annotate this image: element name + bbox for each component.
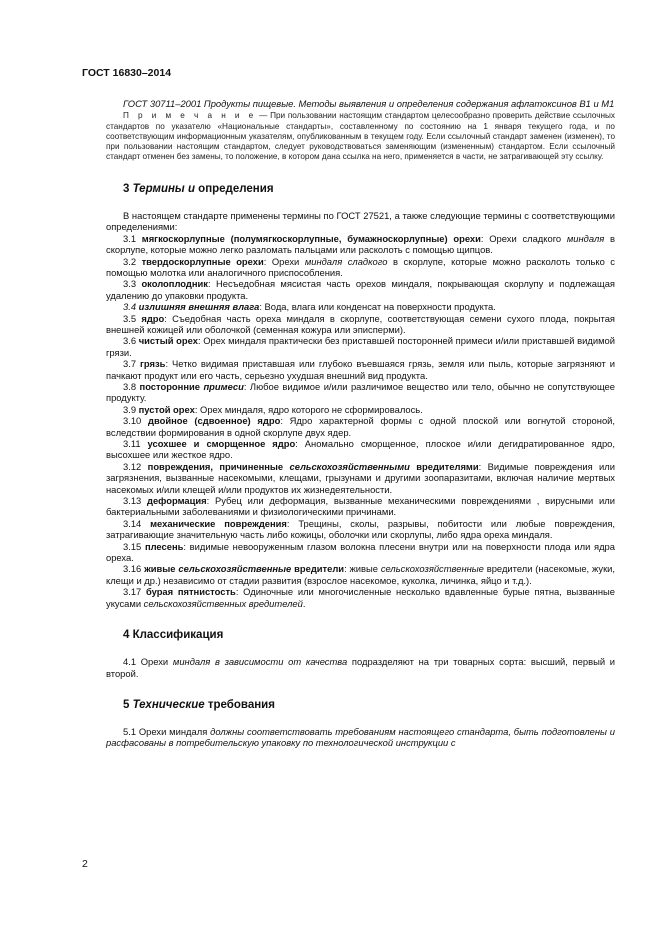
term-3-6: 3.6 чистый орех: Орех миндаля практически без приставшей посторонней примеси и/или приставшей видимой грязи. xyxy=(106,335,615,358)
section-3-intro: В настоящем стандарте применены термины по ГОСТ 27521, а также следующие термины с соответствующими определениями: xyxy=(106,209,615,233)
term-3-16: 3.16 живые сельскохозяйственные вредители: живые сельскохозяйственные вредители (насекомые, жуки, клещи и др.) независимо от стадии развития (взрослое насекомое, куколка, личинка, яйцо и т.д.). xyxy=(106,563,616,586)
page-number: 2 xyxy=(82,858,88,870)
term-3-14: 3.14 механические повреждения: Трещины, сколы, разрывы, побитости или любые повреждения, затрагивающие значительную часть либо кожицы, оболочки или скорлупы, либо ядра ореха миндаля. xyxy=(106,517,615,541)
term-3-15: 3.15 плесень: видимые невооруженным глазом волокна плесени внутри или на поверхности плода или ядра ореха. xyxy=(106,540,615,564)
reference-text: ГОСТ 30711–2001 Продукты пищевые. Методы выявления и определения содержания афлатоксинов В1 и М1 xyxy=(123,98,615,109)
term-3-3: 3.3 околоплодник: Несъедобная мясистая часть орехов миндаля, покрывающая скорлупу и подлежащая удалению до упаковки продукта. xyxy=(106,278,615,301)
term-3-9: 3.9 пустой орех: Орех миндаля, ядро которого не сформировалось. xyxy=(123,403,423,415)
section-4-paragraph: 4.1 Орехи миндаля в зависимости от качества подразделяют на три товарных сорта: высший, первый и второй. xyxy=(106,656,616,679)
term-3-17: 3.17 бурая пятнистость: Одиночные или многочисленные несколько вдавленные бурые пятна, вызванные укусами сельскохозяйственных вредителей. xyxy=(106,586,615,609)
section-3-heading: 3 Термины и определения xyxy=(123,182,274,195)
note-text: — При пользовании настоящим стандартом целесообразно проверить действие ссылочных стандартов по указателю «Национальные стандарты», составленному по состоянию на 1 января текущего года, и по соответствующим информационным указателям, опубликованным в текущем году. Если ссылочный стандарт заменен (изменен), то при пользовании настоящим стандартом, следует руководствоваться заменяющим (измененным) стандартом. Если ссылочный стандарт отменен без замены, то положение, в котором дана ссылка на него, применяется в части, не затрагивающей эту ссылку. xyxy=(106,111,615,161)
term-3-10: 3.10 двойное (сдвоенное) ядро: Ядро характерной формы с одной плоской или вогнутой стороной, вследствии формирования в одной скорлупе двух ядер. xyxy=(106,415,615,438)
note-paragraph xyxy=(106,111,615,161)
document-body xyxy=(106,98,615,749)
term-3-7: 3.7 грязь: Четко видимая приставшая или глубоко въевшаяся грязь, земля или пыль, которые загрязняют и пачкают продукт или его часть, серьезно ухудшая внешний вид продукта. xyxy=(106,358,615,381)
term-3-8: 3.8 посторонние примеси: Любое видимое и/или различимое вещество или тело, обычно не сопутствующее продукту. xyxy=(106,380,615,404)
term-3-13: 3.13 деформация: Рубец или деформация, вызванные механическими повреждениями , вирусными или бактериальными заболеваниями и физиологическими причинами. xyxy=(106,495,615,518)
term-3-11: 3.11 усохшее и сморщенное ядро: Аномально сморщенное, плоское и/или дегидратированное ядро, высохшее или жесткое ядро. xyxy=(106,438,615,461)
term-3-2: 3.2 твердоскорлупные орехи: Орехи миндаля сладкого в скорлупе, которые можно расколоть только с помощью молотка или аналогичного приспособления. xyxy=(106,255,615,278)
section-4-heading: 4 Классификация xyxy=(123,629,224,642)
term-3-4: 3.4 излишняя внешняя влага: Вода, влага или конденсат на поверхности продукта. xyxy=(123,301,496,313)
section-5-paragraph: 5.1 Орехи миндаля должны соответствовать требованиям настоящего стандарта, быть подготовлены и расфасованы в потребительскую упаковку по технологической инструкции с xyxy=(106,725,615,749)
term-3-5: 3.5 ядро: Съедобная часть ореха миндаля в скорлупе, соответствующая семени сухого плода, покрытая внешней кожицей или оболочкой (семенная кожура или эписперми). xyxy=(106,312,615,335)
reference-item xyxy=(106,98,615,109)
document-header: ГОСТ 16830–2014 xyxy=(82,67,172,79)
term-3-12: 3.12 повреждения, причиненные сельскохозяйственными вредителями: Видимые повреждения или загрязнения, вызванные насекомыми, клещами, грызунами и другими зоопаразитами, включая наличие мертвых насекомых и/или клещей и/или продуктов их жизнедеятельности. xyxy=(106,460,615,495)
term-3-1: 3.1 мягкоскорлупные (полумягкоскорлупные, бумажноскорлупные) орехи: Орехи сладкого миндаля в скорлупе, которые можно легко разломать пальцами или расколоть с помощью щипцов. xyxy=(106,232,615,256)
section-5-heading: 5 Технические требования xyxy=(123,698,275,711)
note-label: П р и м е ч а н и е xyxy=(123,111,257,121)
